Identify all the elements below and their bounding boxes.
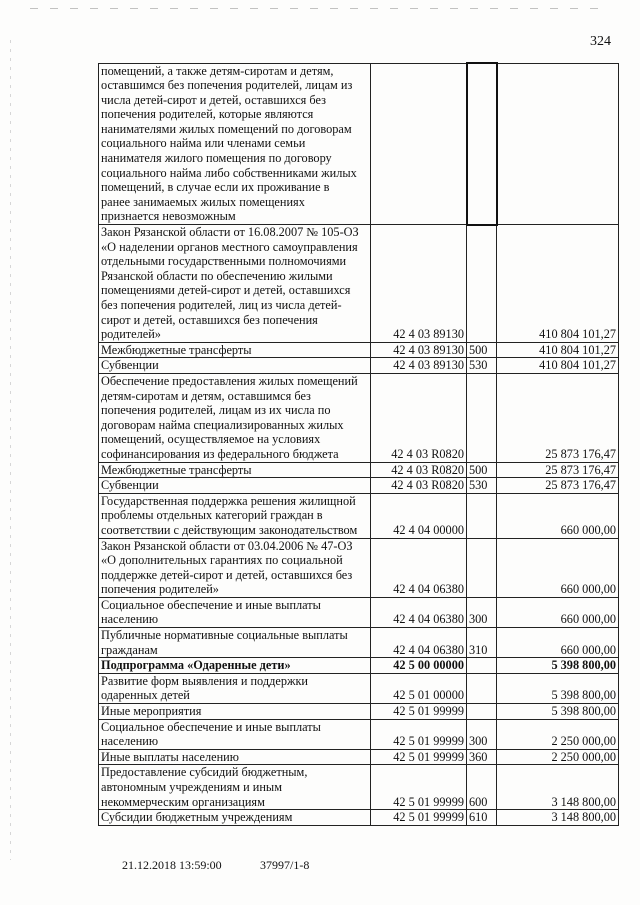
row-type-cell xyxy=(467,225,497,343)
row-code-cell: 42 4 03 89130 xyxy=(371,358,467,374)
row-name-cell: Развитие форм выявления и поддержки одаренных детей xyxy=(99,673,371,703)
row-name-cell: Иные выплаты населению xyxy=(99,749,371,765)
row-type-cell xyxy=(467,673,497,703)
table-row xyxy=(99,719,619,749)
row-amount-cell: 410 804 101,27 xyxy=(497,358,619,374)
scan-artifact-top xyxy=(30,8,610,9)
row-amount-cell: 25 873 176,47 xyxy=(497,478,619,494)
footer-doc-id: 37997/1-8 xyxy=(260,858,310,872)
table-row xyxy=(99,478,619,494)
row-name-cell: Субвенции xyxy=(99,358,371,374)
row-name-cell: помещений, а также детям-сиротам и детям, оставшимся без попечения родителей, лицам из числа детей-сирот и детей, оставшихся без попечения родителей, которые являются нанимателями жилых помещений по договорам социального найма или членами семьи нанимателя жилого помещения по договору социального найма либо собственниками жилых помещений, в случае если их проживание в ранее занимаемых жилых помещениях признается невозможным xyxy=(99,63,371,225)
row-amount-cell: 410 804 101,27 xyxy=(497,342,619,358)
row-amount-cell: 660 000,00 xyxy=(497,628,619,658)
table-row xyxy=(99,63,619,225)
row-code-cell: 42 4 03 R0820 xyxy=(371,478,467,494)
row-name-cell: Субвенции xyxy=(99,478,371,494)
row-code-cell: 42 4 03 89130 xyxy=(371,225,467,343)
row-amount-cell: 660 000,00 xyxy=(497,597,619,627)
row-code-cell: 42 4 04 06380 xyxy=(371,628,467,658)
table-row xyxy=(99,373,619,462)
row-name-cell: Обеспечение предоставления жилых помещений детям-сиротам и детям, оставшимся без попечения родителей, лицам из их числа по договорам найма специализированных жилых помещений, осуществляемое на условиях софинансирования из федерального бюджета xyxy=(99,373,371,462)
row-name-cell: Межбюджетные трансферты xyxy=(99,462,371,478)
row-type-cell: 360 xyxy=(467,749,497,765)
row-type-cell: 300 xyxy=(467,719,497,749)
row-amount-cell: 5 398 800,00 xyxy=(497,658,619,674)
row-amount-cell: 660 000,00 xyxy=(497,493,619,538)
budget-table xyxy=(98,62,619,826)
row-code-cell: 42 5 00 00000 xyxy=(371,658,467,674)
table-row xyxy=(99,358,619,374)
row-name-cell: Субсидии бюджетным учреждениям xyxy=(99,810,371,826)
row-amount-cell: 410 804 101,27 xyxy=(497,225,619,343)
row-type-cell xyxy=(467,658,497,674)
row-name-cell: Иные мероприятия xyxy=(99,704,371,720)
table-row xyxy=(99,462,619,478)
row-type-cell xyxy=(467,704,497,720)
row-code-cell: 42 5 01 00000 xyxy=(371,673,467,703)
row-amount-cell: 2 250 000,00 xyxy=(497,719,619,749)
table-row xyxy=(99,658,619,674)
table-row xyxy=(99,342,619,358)
table-row xyxy=(99,493,619,538)
row-amount-cell: 5 398 800,00 xyxy=(497,704,619,720)
row-amount-cell: 3 148 800,00 xyxy=(497,765,619,810)
table-row xyxy=(99,538,619,597)
row-code-cell xyxy=(371,63,467,225)
row-type-cell xyxy=(467,373,497,462)
row-code-cell: 42 4 03 R0820 xyxy=(371,373,467,462)
row-name-cell: Межбюджетные трансферты xyxy=(99,342,371,358)
row-amount-cell: 25 873 176,47 xyxy=(497,462,619,478)
row-type-cell: 530 xyxy=(467,358,497,374)
table-row xyxy=(99,749,619,765)
row-type-cell: 310 xyxy=(467,628,497,658)
row-amount-cell: 25 873 176,47 xyxy=(497,373,619,462)
table-row xyxy=(99,225,619,343)
row-name-cell: Публичные нормативные социальные выплаты гражданам xyxy=(99,628,371,658)
footer-timestamp: 21.12.2018 13:59:00 xyxy=(122,858,222,872)
row-amount-cell xyxy=(497,63,619,225)
row-code-cell: 42 4 04 06380 xyxy=(371,597,467,627)
row-code-cell: 42 4 03 R0820 xyxy=(371,462,467,478)
row-code-cell: 42 5 01 99999 xyxy=(371,810,467,826)
row-code-cell: 42 5 01 99999 xyxy=(371,704,467,720)
row-code-cell: 42 4 04 00000 xyxy=(371,493,467,538)
row-code-cell: 42 4 03 89130 xyxy=(371,342,467,358)
row-name-cell: Социальное обеспечение и иные выплаты населению xyxy=(99,719,371,749)
table-row xyxy=(99,810,619,826)
row-name-cell: Подпрограмма «Одаренные дети» xyxy=(99,658,371,674)
table-row xyxy=(99,704,619,720)
budget-table-body xyxy=(99,63,619,825)
table-row xyxy=(99,628,619,658)
row-name-cell: Закон Рязанской области от 03.04.2006 № 47-ОЗ «О дополнительных гарантиях по социальной поддержке детей-сирот и детей, оставшихся без попечения родителей» xyxy=(99,538,371,597)
row-amount-cell: 2 250 000,00 xyxy=(497,749,619,765)
table-row xyxy=(99,673,619,703)
row-code-cell: 42 5 01 99999 xyxy=(371,765,467,810)
row-name-cell: Социальное обеспечение и иные выплаты населению xyxy=(99,597,371,627)
row-name-cell: Государственная поддержка решения жилищной проблемы отдельных категорий граждан в соответствии с действующим законодательством xyxy=(99,493,371,538)
table-row xyxy=(99,597,619,627)
row-name-cell: Предоставление субсидий бюджетным, автономным учреждениям и иным некоммерческим организациям xyxy=(99,765,371,810)
row-code-cell: 42 4 04 06380 xyxy=(371,538,467,597)
row-type-cell xyxy=(467,63,497,225)
row-type-cell: 500 xyxy=(467,342,497,358)
table-row xyxy=(99,765,619,810)
row-type-cell: 530 xyxy=(467,478,497,494)
row-type-cell: 300 xyxy=(467,597,497,627)
row-type-cell xyxy=(467,538,497,597)
row-name-cell: Закон Рязанской области от 16.08.2007 № 105-ОЗ «О наделении органов местного самоуправления отдельными государственными полномочиями Рязанской области по обеспечению жилыми помещениями детей-сирот и детей, оставшихся без попечения родителей, лиц из числа детей- сирот и детей, оставшихся без попечения родителей» xyxy=(99,225,371,343)
scan-artifact-edge xyxy=(10,40,11,860)
row-amount-cell: 660 000,00 xyxy=(497,538,619,597)
page-number: 324 xyxy=(590,34,611,49)
row-type-cell: 500 xyxy=(467,462,497,478)
row-amount-cell: 5 398 800,00 xyxy=(497,673,619,703)
row-code-cell: 42 5 01 99999 xyxy=(371,749,467,765)
row-type-cell: 610 xyxy=(467,810,497,826)
row-amount-cell: 3 148 800,00 xyxy=(497,810,619,826)
row-code-cell: 42 5 01 99999 xyxy=(371,719,467,749)
row-type-cell: 600 xyxy=(467,765,497,810)
row-type-cell xyxy=(467,493,497,538)
